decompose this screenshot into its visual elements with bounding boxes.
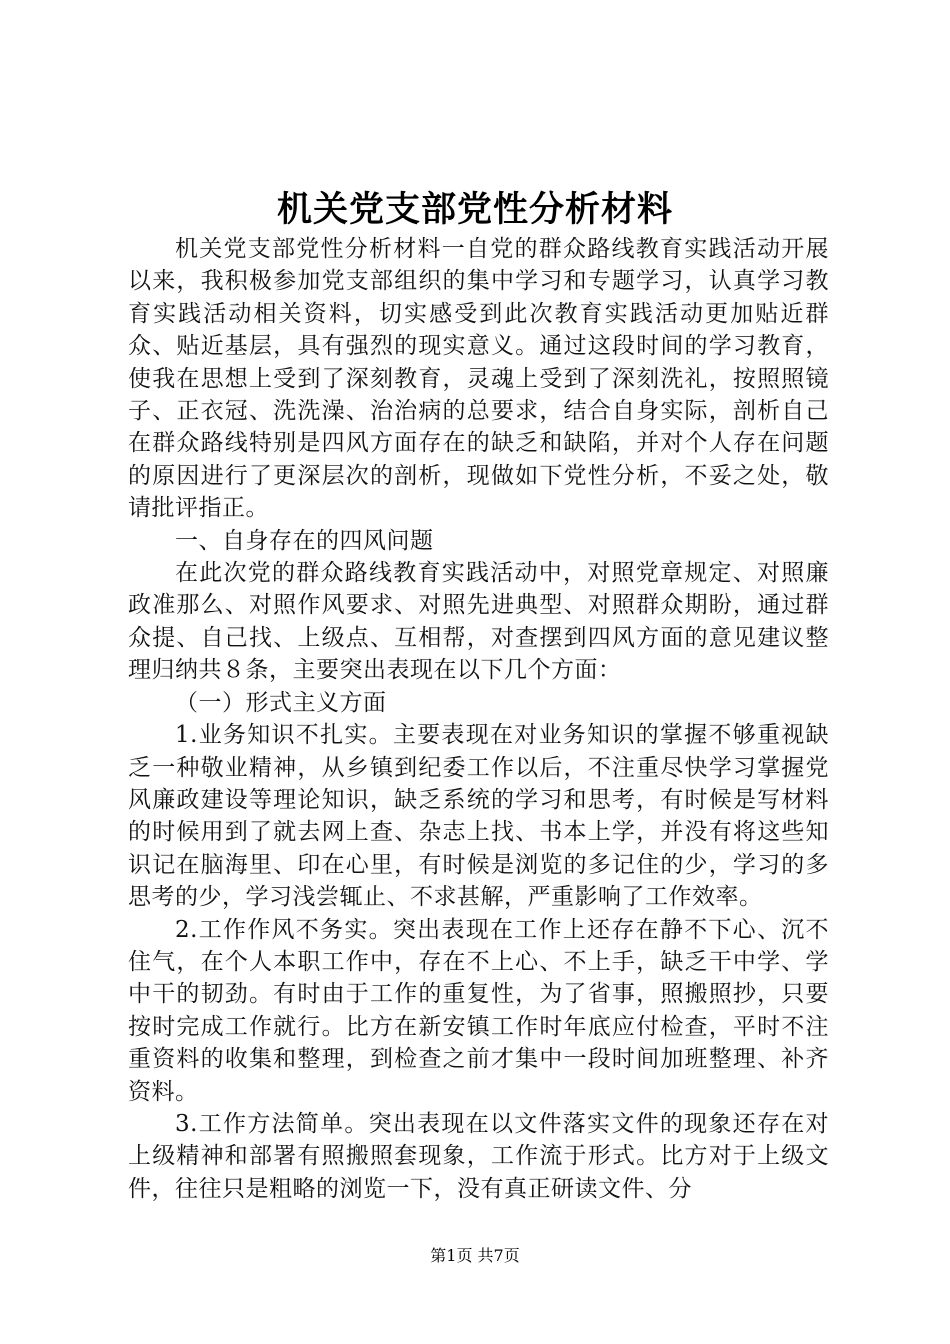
paragraph-intro: 机关党支部党性分析材料一自党的群众路线教育实践活动开展以来，我积极参加党支部组织的集中学习和专题学习，认真学习教育实践活动相关资料，切实感受到此次教育实践活动更加贴近群众、贴近基层，具有强烈的现实意义。通过这段时间的学习教育，使我在思想上受到了深刻教育，灵魂上受到了深刻洗礼，按照照镜子、正衣冠、洗洗澡、治治病的总要求，结合自身实际，剖析自己在群众路线特别是四风方面存在的缺乏和缺陷，并对个人存在问题的原因进行了更深层次的剖析，现做如下党性分析，不妥之处，敬请批评指正。: [128, 236, 829, 522]
paragraph-item-2: 2.工作作风不务实。突出表现在工作上还存在静不下心、沉不住气，在个人本职工作中，存在不上心、不上手，缺乏干中学、学中干的韧劲。有时由于工作的重复性，为了省事，照搬照抄，只要按时完成工作就行。比方在新安镇工作时年底应付检查，平时不注重资料的收集和整理，到检查之前才集中一段时间加班整理、补齐资料。: [128, 916, 829, 1105]
document-title: 机关党支部党性分析材料: [276, 189, 673, 230]
document-body: [128, 233, 829, 1205]
page-footer: 第1页 共7页: [430, 1246, 520, 1265]
paragraph-overview: 在此次党的群众路线教育实践活动中，对照党章规定、对照廉政准那么、对照作风要求、对照先进典型、对照群众期盼，通过群众提、自己找、上级点、互相帮，对查摆到四风方面的意见建议整理归纳共８条，主要突出表现在以下几个方面：: [128, 560, 829, 684]
subsection-heading-formalism: （一）形式主义方面: [175, 689, 387, 716]
paragraph-item-1: 1.业务知识不扎实。主要表现在对业务知识的掌握不够重视缺乏一种敬业精神，从乡镇到纪委工作以后，不注重尽快学习掌握党风廉政建设等理论知识，缺乏系统的学习和思考，有时候是写材料的时候用到了就去网上查、杂志上找、书本上学，并没有将这些知识记在脑海里、印在心里，有时候是浏览的多记住的少，学习的多思考的少，学习浅尝辄止、不求甚解，严重影响了工作效率。: [128, 722, 829, 911]
section-heading-four-winds: 一、自身存在的四风问题: [175, 527, 434, 554]
paragraph-item-3: 3.工作方法简单。突出表现在以文件落实文件的现象还存在对上级精神和部署有照搬照套现象，工作流于形式。比方对于上级文件，往往只是粗略的浏览一下，没有真正研读文件、分: [128, 1110, 829, 1202]
